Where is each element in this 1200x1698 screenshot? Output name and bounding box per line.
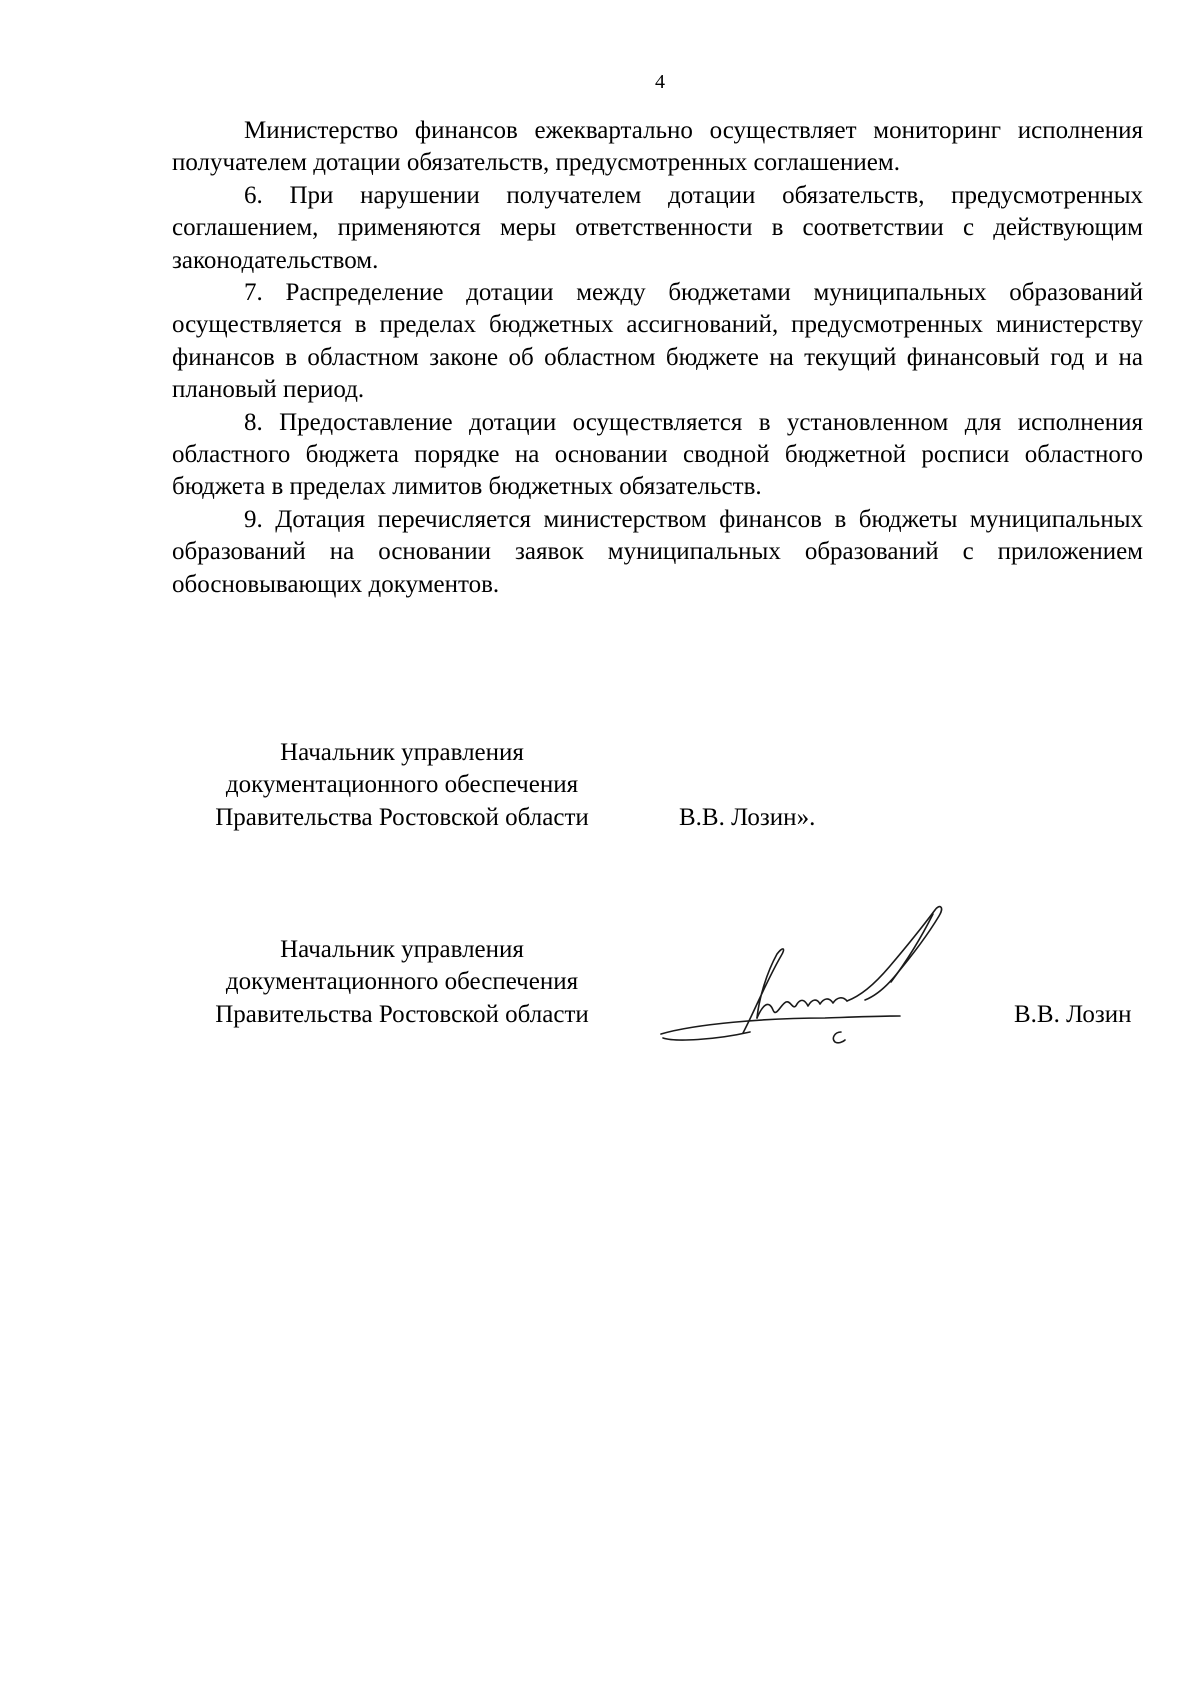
page-number: 4: [655, 71, 665, 93]
paragraph-9: 9. Дотация перечисляется министерством финансов в бюджеты муниципальных образований на основании заявок муниципальных образований с приложением обосновывающих документов.: [172, 505, 1143, 598]
signature-block-2-title-line-1: Начальник управления: [280, 936, 524, 963]
paragraph-8: 8. Предоставление дотации осуществляется в установленном для исполнения областного бюджета порядке на основании сводной бюджетной росписи областного бюджета в пределах лимитов бюджетных обязательств.: [172, 408, 1143, 501]
signature-block-1-title-line-2: документационного обеспечения: [225, 771, 579, 799]
signature-block-1-title-line-1: Начальник управления: [280, 739, 524, 766]
signature-block-2-title-line-3: Правительства Ростовской области: [215, 1000, 589, 1028]
signature-block-1-title-line-3: Правительства Ростовской области: [215, 803, 589, 831]
signature-block-1-name: В.В. Лозин».: [679, 804, 816, 831]
paragraph-6: 6. При нарушении получателем дотации обязательств, предусмотренных соглашением, применяются меры ответственности в соответствии с действующим законодательством.: [172, 181, 1143, 274]
signature-block-2-title-line-2: документационного обеспечения: [225, 968, 579, 996]
body-text: [172, 115, 1143, 601]
signature-block-1-title: [172, 737, 632, 834]
signature-block-2-name: В.В. Лозин: [1014, 1001, 1132, 1028]
paragraph-monitoring: Министерство финансов ежеквартально осуществляет мониторинг исполнения получателем дотации обязательств, предусмотренных соглашением.: [172, 117, 1143, 177]
signature-block-2-title: [172, 934, 632, 1031]
handwritten-signature: [655, 900, 980, 1050]
paragraph-7: 7. Распределение дотации между бюджетами муниципальных образований осуществляется в пределах бюджетных ассигнований, предусмотренных министерству финансов в областном законе об областном бюджете на текущий финансовый год и на плановый период.: [172, 279, 1143, 404]
